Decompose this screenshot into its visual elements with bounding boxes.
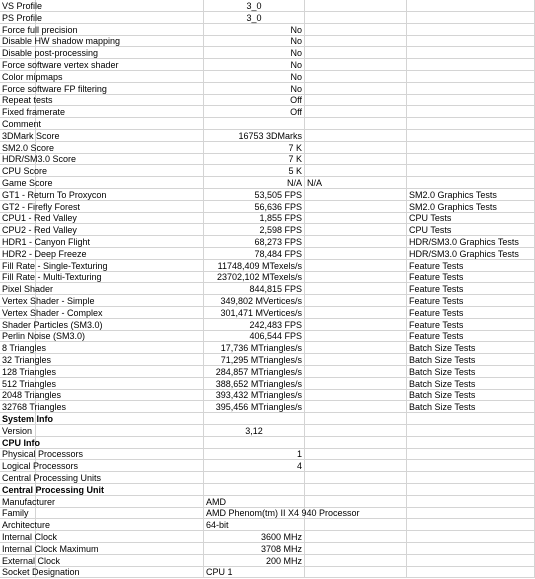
cell-e[interactable] bbox=[407, 543, 535, 555]
table-row bbox=[0, 319, 535, 331]
cell-c[interactable]: 3708 MHz bbox=[204, 543, 305, 555]
table-row bbox=[0, 236, 535, 248]
cell-c[interactable]: 242,483 FPS bbox=[204, 319, 305, 331]
cell-a[interactable]: Central Processing Units bbox=[2, 473, 102, 483]
cell-d[interactable] bbox=[305, 448, 407, 460]
cell-a[interactable]: Disable post-processing bbox=[2, 48, 99, 59]
cell-d[interactable] bbox=[305, 472, 407, 484]
cell-c[interactable]: No bbox=[204, 59, 305, 71]
cell-b[interactable] bbox=[36, 496, 204, 508]
cell-d[interactable] bbox=[305, 24, 407, 36]
cell-e[interactable]: Batch Size Tests bbox=[407, 366, 535, 378]
cell-c[interactable]: 16753 3DMarks bbox=[204, 130, 305, 142]
cell-e[interactable] bbox=[407, 437, 535, 449]
cell-d[interactable] bbox=[305, 212, 407, 224]
cell-a[interactable]: Game Score bbox=[2, 178, 53, 188]
cell-d[interactable] bbox=[305, 224, 407, 236]
cell-a[interactable]: External Clock bbox=[2, 555, 61, 566]
table-row bbox=[0, 342, 535, 354]
cell-e[interactable] bbox=[407, 519, 535, 531]
cell-d[interactable] bbox=[305, 236, 407, 248]
cell-d[interactable] bbox=[305, 342, 407, 354]
cell-c[interactable]: No bbox=[204, 35, 305, 47]
cell-b[interactable] bbox=[36, 519, 204, 531]
cell-b[interactable] bbox=[36, 366, 204, 378]
cell-e[interactable] bbox=[407, 12, 535, 24]
cell-c[interactable]: 23702,102 MTexels/s bbox=[204, 271, 305, 283]
cell-d[interactable] bbox=[305, 153, 407, 165]
table-row bbox=[0, 437, 535, 449]
table-row bbox=[0, 130, 535, 142]
cell-b[interactable] bbox=[36, 0, 204, 12]
cell-c[interactable]: No bbox=[204, 47, 305, 59]
cell-c[interactable]: 284,857 MTriangles/s bbox=[204, 366, 305, 378]
cell-c[interactable]: 17,736 MTriangles/s bbox=[204, 342, 305, 354]
cell-d[interactable] bbox=[305, 106, 407, 118]
cell-b[interactable] bbox=[36, 389, 204, 401]
cell-a[interactable]: Logical Processors bbox=[2, 461, 79, 472]
cell-d[interactable] bbox=[305, 366, 407, 378]
cell-d[interactable] bbox=[305, 519, 407, 531]
table-row bbox=[0, 566, 535, 578]
cell-e[interactable] bbox=[407, 130, 535, 142]
cell-d[interactable] bbox=[305, 283, 407, 295]
cell-c[interactable]: 3,12 bbox=[204, 425, 305, 437]
cell-a[interactable]: GT2 - Firefly Forest bbox=[2, 201, 81, 212]
cell-a[interactable]: Fill Rate - Multi-Texturing bbox=[2, 272, 102, 283]
table-row bbox=[0, 425, 535, 437]
cell-c[interactable]: 78,484 FPS bbox=[204, 248, 305, 260]
table-row bbox=[0, 59, 535, 71]
cell-e[interactable]: Feature Tests bbox=[407, 319, 535, 331]
cell-b[interactable] bbox=[36, 12, 204, 24]
table-row bbox=[0, 248, 535, 260]
cell-e[interactable] bbox=[407, 47, 535, 59]
cell-e[interactable]: CPU Tests bbox=[407, 212, 535, 224]
cell-c[interactable]: 844,815 FPS bbox=[204, 283, 305, 295]
cell-e[interactable]: Feature Tests bbox=[407, 307, 535, 319]
cell-c[interactable]: 3_0 bbox=[204, 12, 305, 24]
cell-c[interactable] bbox=[204, 413, 305, 425]
cell-e[interactable]: Batch Size Tests bbox=[407, 389, 535, 401]
cell-e[interactable]: Feature Tests bbox=[407, 283, 535, 295]
table-row bbox=[0, 507, 535, 519]
cell-c[interactable] bbox=[204, 484, 305, 496]
cell-d[interactable] bbox=[305, 94, 407, 106]
cell-e[interactable]: Batch Size Tests bbox=[407, 401, 535, 413]
cell-e[interactable] bbox=[407, 177, 535, 189]
table-row bbox=[0, 484, 535, 496]
cell-c[interactable]: 7 K bbox=[204, 153, 305, 165]
cell-a[interactable]: 128 Triangles bbox=[2, 366, 57, 377]
cell-c[interactable]: AMD bbox=[204, 496, 305, 508]
cell-c[interactable] bbox=[204, 118, 305, 130]
cell-c[interactable]: 56,636 FPS bbox=[204, 201, 305, 213]
cell-c[interactable]: 1,855 FPS bbox=[204, 212, 305, 224]
cell-a[interactable]: Force software FP filtering bbox=[2, 83, 107, 94]
table-row bbox=[0, 177, 535, 189]
cell-a[interactable]: Pixel Shader bbox=[2, 284, 54, 295]
cell-c[interactable]: N/A bbox=[204, 177, 305, 189]
cell-e[interactable] bbox=[407, 59, 535, 71]
table-row bbox=[0, 83, 535, 95]
cell-a[interactable]: 8 Triangles bbox=[2, 343, 47, 354]
cell-a[interactable]: Shader Particles (SM3.0) bbox=[2, 319, 103, 330]
cell-e[interactable] bbox=[407, 71, 535, 83]
cell-e[interactable] bbox=[407, 118, 535, 130]
cell-e[interactable] bbox=[407, 142, 535, 154]
cell-e[interactable] bbox=[407, 507, 535, 519]
table-row bbox=[0, 354, 535, 366]
cell-e[interactable] bbox=[407, 0, 535, 12]
cell-c[interactable]: 406,544 FPS bbox=[204, 330, 305, 342]
cell-d[interactable] bbox=[305, 484, 407, 496]
cell-a[interactable]: GT1 - Return To Proxycon bbox=[2, 189, 107, 200]
cell-c[interactable]: 64-bit bbox=[204, 519, 305, 531]
cell-c[interactable]: 5 K bbox=[204, 165, 305, 177]
cell-e[interactable] bbox=[407, 472, 535, 484]
cell-d[interactable] bbox=[305, 271, 407, 283]
cell-a[interactable]: Comment bbox=[2, 119, 42, 129]
cell-a[interactable]: CPU Info bbox=[2, 437, 40, 448]
cell-a[interactable]: Fill Rate - Single-Texturing bbox=[2, 260, 108, 271]
cell-e[interactable]: CPU Tests bbox=[407, 224, 535, 236]
cell-c[interactable] bbox=[204, 437, 305, 449]
cell-d[interactable] bbox=[305, 425, 407, 437]
table-row bbox=[0, 543, 535, 555]
cell-a[interactable]: 2048 Triangles bbox=[2, 390, 62, 401]
cell-c[interactable]: 71,295 MTriangles/s bbox=[204, 354, 305, 366]
table-row bbox=[0, 212, 535, 224]
cell-d[interactable] bbox=[305, 319, 407, 331]
cell-e[interactable] bbox=[407, 94, 535, 106]
cell-b[interactable] bbox=[36, 437, 204, 449]
table-row bbox=[0, 153, 535, 165]
cell-b[interactable] bbox=[36, 425, 204, 437]
cell-c[interactable]: No bbox=[204, 24, 305, 36]
cell-a[interactable]: Fixed framerate bbox=[2, 107, 66, 118]
cell-d[interactable] bbox=[305, 330, 407, 342]
table-row bbox=[0, 378, 535, 390]
cell-a[interactable]: PS Profile bbox=[2, 12, 43, 23]
cell-a[interactable]: CPU2 - Red Valley bbox=[2, 225, 77, 236]
cell-a[interactable]: Repeat tests bbox=[2, 95, 53, 106]
cell-e[interactable] bbox=[407, 35, 535, 47]
table-row bbox=[0, 448, 535, 460]
table-row bbox=[0, 330, 535, 342]
cell-c[interactable]: AMD Phenom(tm) II X4 940 Processor bbox=[206, 508, 360, 519]
cell-a[interactable]: Physical Processors bbox=[2, 449, 84, 460]
cell-a[interactable]: Vertex Shader - Complex bbox=[2, 307, 103, 318]
cell-e[interactable] bbox=[407, 484, 535, 496]
cell-c[interactable]: 53,505 FPS bbox=[204, 189, 305, 201]
cell-e[interactable] bbox=[407, 566, 535, 578]
cell-c[interactable]: 2,598 FPS bbox=[204, 224, 305, 236]
cell-c[interactable]: CPU 1 bbox=[204, 566, 305, 578]
cell-a[interactable]: Perlin Noise (SM3.0) bbox=[2, 331, 86, 342]
cell-b[interactable] bbox=[36, 94, 204, 106]
cell-e[interactable]: HDR/SM3.0 Graphics Tests bbox=[407, 236, 535, 248]
table-row bbox=[0, 271, 535, 283]
cell-d[interactable] bbox=[305, 47, 407, 59]
table-row bbox=[0, 224, 535, 236]
cell-a[interactable]: Vertex Shader - Simple bbox=[2, 296, 95, 306]
cell-a[interactable]: 32768 Triangles bbox=[2, 402, 67, 413]
table-row bbox=[0, 472, 535, 484]
cell-a[interactable]: 512 Triangles bbox=[2, 378, 57, 389]
table-row bbox=[0, 189, 535, 201]
cell-d[interactable] bbox=[305, 555, 407, 567]
cell-a[interactable]: CPU1 - Red Valley bbox=[2, 213, 77, 224]
table-row bbox=[0, 283, 535, 295]
cell-d[interactable] bbox=[305, 531, 407, 543]
table-row bbox=[0, 118, 535, 130]
cell-a[interactable]: Internal Clock Maximum bbox=[2, 543, 99, 554]
cell-a[interactable]: System Info bbox=[2, 414, 54, 424]
cell-e[interactable] bbox=[407, 413, 535, 425]
cell-e[interactable]: Batch Size Tests bbox=[407, 354, 535, 366]
table-row bbox=[0, 12, 535, 24]
table-row bbox=[0, 295, 535, 307]
cell-d[interactable] bbox=[305, 413, 407, 425]
cell-e[interactable]: Feature Tests bbox=[407, 295, 535, 307]
cell-d[interactable] bbox=[305, 378, 407, 390]
cell-c[interactable]: 1 bbox=[204, 448, 305, 460]
cell-d[interactable]: N/A bbox=[305, 177, 407, 189]
cell-a[interactable]: Internal Clock bbox=[2, 532, 58, 542]
cell-c[interactable]: 11748,409 MTexels/s bbox=[204, 260, 305, 272]
cell-d[interactable] bbox=[305, 201, 407, 213]
cell-d[interactable] bbox=[305, 437, 407, 449]
cell-e[interactable] bbox=[407, 425, 535, 437]
table-row bbox=[0, 71, 535, 83]
cell-c[interactable] bbox=[204, 472, 305, 484]
table-row bbox=[0, 413, 535, 425]
cell-a[interactable]: HDR/SM3.0 Score bbox=[2, 154, 77, 165]
cell-d[interactable] bbox=[305, 165, 407, 177]
table-row bbox=[0, 165, 535, 177]
cell-c[interactable]: 3600 MHz bbox=[204, 531, 305, 543]
cell-d[interactable] bbox=[305, 260, 407, 272]
cell-c[interactable]: 388,652 MTriangles/s bbox=[204, 378, 305, 390]
table-row bbox=[0, 142, 535, 154]
cell-c[interactable]: 7 K bbox=[204, 142, 305, 154]
cell-a[interactable]: Manufacturer bbox=[2, 496, 56, 507]
cell-a[interactable]: HDR2 - Deep Freeze bbox=[2, 248, 87, 259]
cell-a[interactable]: Disable HW shadow mapping bbox=[2, 36, 121, 47]
cell-d[interactable] bbox=[305, 130, 407, 142]
cell-a[interactable]: Socket Designation bbox=[2, 567, 80, 578]
cell-c[interactable]: Off bbox=[204, 94, 305, 106]
cell-a[interactable]: SM2.0 Score bbox=[2, 142, 55, 153]
cell-c[interactable]: No bbox=[204, 71, 305, 83]
cell-b[interactable] bbox=[36, 165, 204, 177]
cell-e[interactable]: HDR/SM3.0 Graphics Tests bbox=[407, 248, 535, 260]
table-row bbox=[0, 307, 535, 319]
table-row bbox=[0, 106, 535, 118]
cell-e[interactable]: Feature Tests bbox=[407, 330, 535, 342]
cell-c[interactable]: 393,432 MTriangles/s bbox=[204, 389, 305, 401]
cell-a[interactable]: Version bbox=[0, 425, 36, 437]
cell-b[interactable] bbox=[36, 354, 204, 366]
cell-e[interactable] bbox=[407, 106, 535, 118]
cell-c[interactable]: 395,456 MTriangles/s bbox=[204, 401, 305, 413]
cell-d[interactable] bbox=[305, 189, 407, 201]
cell-b[interactable] bbox=[36, 142, 204, 154]
cell-a[interactable]: 3DMark Score bbox=[2, 130, 60, 141]
cell-a[interactable]: Force software vertex shader bbox=[2, 60, 119, 70]
cell-d[interactable] bbox=[305, 59, 407, 71]
table-row bbox=[0, 460, 535, 472]
cell-b[interactable] bbox=[36, 177, 204, 189]
cell-d[interactable] bbox=[305, 12, 407, 24]
table-row bbox=[0, 531, 535, 543]
cell-d[interactable] bbox=[305, 354, 407, 366]
cell-a[interactable]: Family bbox=[0, 507, 36, 519]
table-row bbox=[0, 0, 535, 12]
cell-c[interactable]: 301,471 MVertices/s bbox=[204, 307, 305, 319]
table-row bbox=[0, 519, 535, 531]
cell-e[interactable] bbox=[407, 24, 535, 36]
cell-c[interactable]: 200 MHz bbox=[204, 555, 305, 567]
cell-d[interactable] bbox=[305, 295, 407, 307]
cell-a[interactable]: HDR1 - Canyon Flight bbox=[2, 237, 91, 247]
cell-e[interactable]: SM2.0 Graphics Tests bbox=[407, 189, 535, 201]
cell-e[interactable] bbox=[407, 165, 535, 177]
cell-e[interactable] bbox=[407, 448, 535, 460]
cell-e[interactable]: Feature Tests bbox=[407, 271, 535, 283]
table-row bbox=[0, 401, 535, 413]
cell-e[interactable]: Batch Size Tests bbox=[407, 342, 535, 354]
table-row bbox=[0, 201, 535, 213]
cell-a[interactable]: CPU Score bbox=[2, 166, 48, 177]
cell-b[interactable] bbox=[36, 378, 204, 390]
cell-b[interactable] bbox=[36, 555, 204, 567]
table-row bbox=[0, 35, 535, 47]
cell-a[interactable]: 32 Triangles bbox=[2, 355, 52, 365]
cell-d[interactable] bbox=[305, 118, 407, 130]
cell-a[interactable]: VS Profile bbox=[2, 1, 43, 11]
cell-d[interactable] bbox=[305, 566, 407, 578]
cell-e[interactable]: SM2.0 Graphics Tests bbox=[407, 201, 535, 213]
table-row bbox=[0, 24, 535, 36]
cell-d[interactable] bbox=[305, 35, 407, 47]
cell-c[interactable]: Off bbox=[204, 106, 305, 118]
cell-c[interactable]: 4 bbox=[204, 460, 305, 472]
cell-e[interactable] bbox=[407, 496, 535, 508]
cell-b[interactable] bbox=[36, 531, 204, 543]
cell-b[interactable] bbox=[36, 283, 204, 295]
cell-e[interactable] bbox=[407, 460, 535, 472]
cell-a[interactable]: Force full precision bbox=[2, 24, 78, 35]
cell-b[interactable] bbox=[36, 413, 204, 425]
cell-e[interactable]: Feature Tests bbox=[407, 260, 535, 272]
cell-d[interactable] bbox=[305, 248, 407, 260]
cell-b[interactable] bbox=[36, 130, 204, 142]
cell-d[interactable] bbox=[305, 307, 407, 319]
cell-e[interactable] bbox=[407, 531, 535, 543]
cell-d[interactable] bbox=[305, 496, 407, 508]
cell-d[interactable] bbox=[305, 507, 407, 519]
cell-d[interactable] bbox=[305, 83, 407, 95]
table-row bbox=[0, 389, 535, 401]
cell-a[interactable]: Color mipmaps bbox=[2, 71, 63, 82]
table-row bbox=[0, 94, 535, 106]
cell-c[interactable]: 349,802 MVertices/s bbox=[204, 295, 305, 307]
table-row bbox=[0, 555, 535, 567]
cell-b[interactable] bbox=[36, 118, 204, 130]
cell-e[interactable] bbox=[407, 153, 535, 165]
cell-d[interactable] bbox=[305, 401, 407, 413]
cell-a[interactable]: Architecture bbox=[2, 520, 51, 531]
cell-d[interactable] bbox=[305, 142, 407, 154]
cell-c[interactable]: 68,273 FPS bbox=[204, 236, 305, 248]
cell-b[interactable] bbox=[36, 507, 204, 519]
cell-d[interactable] bbox=[305, 389, 407, 401]
cell-e[interactable] bbox=[407, 83, 535, 95]
cell-c[interactable]: No bbox=[204, 83, 305, 95]
cell-a[interactable]: Central Processing Unit bbox=[2, 484, 105, 495]
cell-d[interactable] bbox=[305, 0, 407, 12]
cell-d[interactable] bbox=[305, 543, 407, 555]
table-row bbox=[0, 47, 535, 59]
cell-b[interactable] bbox=[36, 342, 204, 354]
cell-d[interactable] bbox=[305, 460, 407, 472]
cell-e[interactable]: Batch Size Tests bbox=[407, 378, 535, 390]
cell-c[interactable]: 3_0 bbox=[204, 0, 305, 12]
table-row bbox=[0, 366, 535, 378]
cell-e[interactable] bbox=[407, 555, 535, 567]
table-row bbox=[0, 260, 535, 272]
table-row bbox=[0, 496, 535, 508]
cell-d[interactable] bbox=[305, 71, 407, 83]
